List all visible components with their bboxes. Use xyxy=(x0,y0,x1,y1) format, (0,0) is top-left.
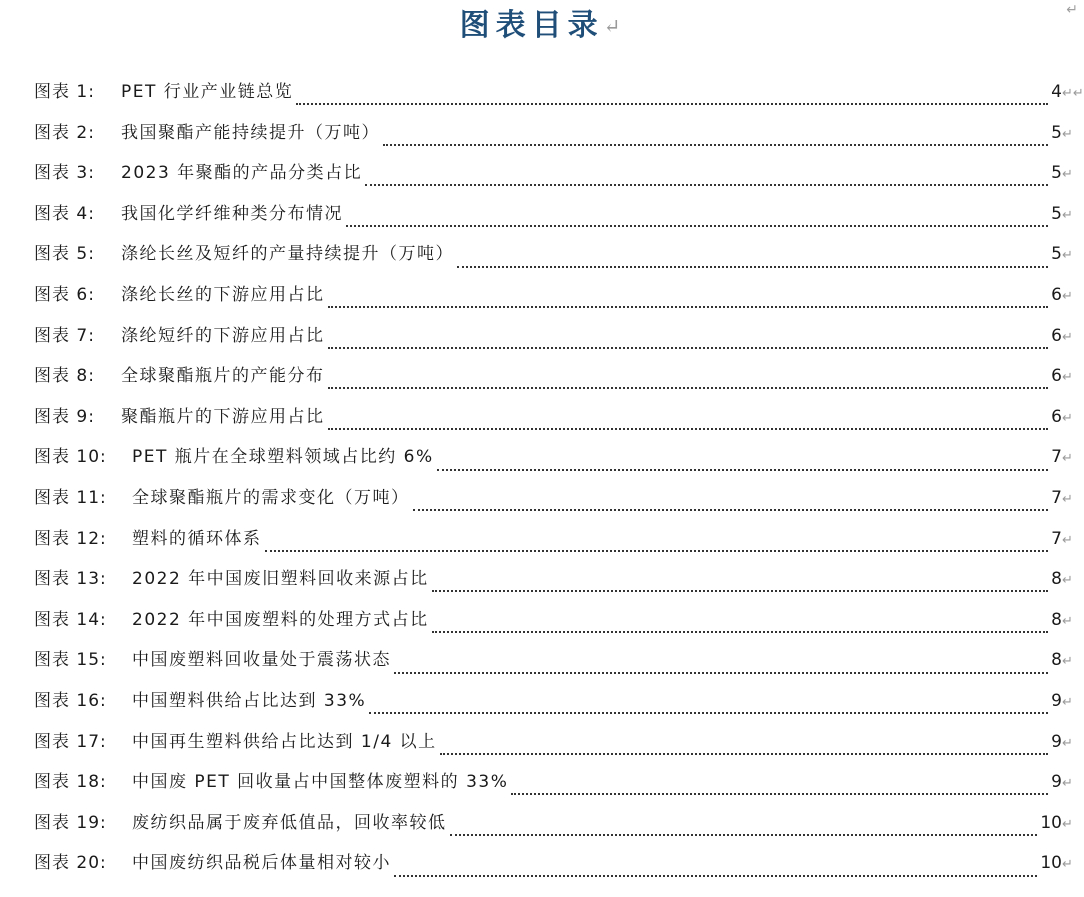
toc-entry-page: 8 xyxy=(1051,650,1062,671)
toc-entry-label: 图表 17: xyxy=(34,731,107,752)
toc-entry-title: 废纺织品属于废弃低值品，回收率较低 xyxy=(132,812,447,833)
paragraph-mark-icon: ↵ xyxy=(1062,167,1073,183)
toc-entry-page: 4 xyxy=(1051,82,1062,102)
toc-dot-leader xyxy=(346,225,1048,227)
paragraph-mark-icon: ↵ xyxy=(1062,532,1073,548)
toc-dot-leader xyxy=(296,103,1048,105)
paragraph-mark-icon: ↵ xyxy=(1062,126,1073,142)
paragraph-mark-icon: ↵ xyxy=(1062,816,1073,832)
toc-entry[interactable] xyxy=(34,240,1076,281)
toc-entry-page: 6 xyxy=(1051,366,1062,387)
toc-entry-page: 7 xyxy=(1051,528,1062,549)
paragraph-mark-icon: ↵ xyxy=(1062,288,1073,304)
toc-entry[interactable] xyxy=(34,565,1076,606)
paragraph-mark-icon: ↵ xyxy=(1062,654,1073,670)
paragraph-mark-icon: ↵ xyxy=(1062,613,1073,629)
toc-entry-label: 图表 12: xyxy=(34,528,107,549)
toc-entry-label: 图表 2: xyxy=(34,122,95,143)
toc-entry-page: 9 xyxy=(1051,690,1062,711)
toc-entry-label: 图表 1: xyxy=(34,82,95,102)
toc-entry[interactable] xyxy=(34,403,1076,444)
toc-entry-page: 9 xyxy=(1051,731,1062,752)
toc-entry[interactable] xyxy=(34,728,1076,769)
toc-entry[interactable] xyxy=(34,322,1076,363)
paragraph-mark-icon: ↵ xyxy=(1062,370,1073,386)
toc-entry-page: 5 xyxy=(1051,244,1062,265)
toc-entry-page: 6 xyxy=(1051,284,1062,305)
toc-dot-leader xyxy=(394,875,1037,877)
toc-dot-leader xyxy=(383,144,1048,146)
toc-dot-leader xyxy=(265,550,1049,552)
toc-entry[interactable] xyxy=(34,78,1084,119)
toc-dot-leader xyxy=(450,834,1038,836)
toc-entry-title: 全球聚酯瓶片的需求变化（万吨） xyxy=(132,487,410,508)
toc-entry-title: 中国废纺织品税后体量相对较小 xyxy=(132,853,391,874)
toc-entry-title: 聚酯瓶片的下游应用占比 xyxy=(121,406,325,427)
toc-dot-leader xyxy=(432,590,1049,592)
toc-dot-leader xyxy=(365,184,1048,186)
toc-entry-label: 图表 8: xyxy=(34,366,95,387)
title-text: 图表目录 xyxy=(459,8,604,43)
toc-entry-page: 5 xyxy=(1051,122,1062,143)
toc-dot-leader xyxy=(328,387,1049,389)
paragraph-mark-icon: ↵ xyxy=(1062,451,1073,467)
toc-entry-title: PET 瓶片在全球塑料领域占比约 6% xyxy=(132,447,434,468)
toc-entry-label: 图表 9: xyxy=(34,406,95,427)
toc-entry-label: 图表 16: xyxy=(34,690,107,711)
page-title xyxy=(0,6,1080,46)
paragraph-mark-icon: ↵ xyxy=(1062,735,1073,751)
toc-dot-leader xyxy=(437,469,1049,471)
toc-dot-leader xyxy=(440,753,1049,755)
toc-dot-leader xyxy=(413,509,1049,511)
toc-entry-title: 塑料的循环体系 xyxy=(132,528,262,549)
toc-entry-title: 涤纶长丝的下游应用占比 xyxy=(121,284,325,305)
toc-entry-title: 2022 年中国废塑料的处理方式占比 xyxy=(132,609,429,630)
toc-entry-label: 图表 4: xyxy=(34,203,95,224)
toc-entry-page: 6 xyxy=(1051,325,1062,346)
toc-entry[interactable] xyxy=(34,200,1076,241)
toc-dot-leader xyxy=(432,631,1049,633)
toc-entry-label: 图表 19: xyxy=(34,812,107,833)
toc-entry-label: 图表 11: xyxy=(34,487,107,508)
toc-entry-label: 图表 6: xyxy=(34,284,95,305)
paragraph-mark-icon: ↵ xyxy=(1062,491,1073,507)
toc-entry-label: 图表 10: xyxy=(34,447,107,468)
toc-entry-page: 6 xyxy=(1051,406,1062,427)
paragraph-mark-icon: ↵ xyxy=(1062,410,1073,426)
toc-entry-title: 中国废 PET 回收量占中国整体废塑料的 33% xyxy=(132,772,509,793)
toc-dot-leader xyxy=(328,347,1049,349)
toc-dot-leader xyxy=(511,793,1048,795)
toc-dot-leader xyxy=(394,672,1048,674)
toc-entry-page: 8 xyxy=(1051,609,1062,630)
toc-entry-page: 7 xyxy=(1051,447,1062,468)
toc-entry[interactable] xyxy=(34,119,1076,160)
toc-entry-label: 图表 3: xyxy=(34,163,95,184)
toc-dot-leader xyxy=(457,266,1048,268)
paragraph-mark-icon: ↵ xyxy=(1062,857,1073,873)
toc-entry-title: 我国聚酯产能持续提升（万吨） xyxy=(121,122,380,143)
toc-entry-title: 涤纶短纤的下游应用占比 xyxy=(121,325,325,346)
toc-entry-title: 中国再生塑料供给占比达到 1/4 以上 xyxy=(132,731,437,752)
toc-entry-page: 7 xyxy=(1051,487,1062,508)
toc-entry[interactable] xyxy=(34,362,1076,403)
toc-entry-label: 图表 20: xyxy=(34,853,107,874)
toc-entry-label: 图表 18: xyxy=(34,772,107,793)
toc-entry-title: 全球聚酯瓶片的产能分布 xyxy=(121,366,325,387)
toc-entry-title: 涤纶长丝及短纤的产量持续提升（万吨） xyxy=(121,244,454,265)
paragraph-mark-icon: ↵ xyxy=(603,14,621,38)
toc-entry-title: PET 行业产业链总览 xyxy=(121,82,294,102)
toc-entry-page: 8 xyxy=(1051,569,1062,590)
toc-entry-title: 中国塑料供给占比达到 33% xyxy=(132,690,367,711)
toc-entry-title: 2022 年中国废旧塑料回收来源占比 xyxy=(132,569,429,590)
toc-entry[interactable] xyxy=(34,849,1076,890)
paragraph-mark-icon: ↵ xyxy=(1062,248,1073,264)
paragraph-mark-icon: ↵ xyxy=(1062,207,1073,223)
toc-entry[interactable] xyxy=(34,443,1076,484)
corner-paragraph-mark-icon: ↵ xyxy=(1066,2,1078,18)
toc-entry-page: 10 xyxy=(1040,853,1062,874)
paragraph-mark-icon: ↵ xyxy=(1062,329,1073,345)
toc-entry[interactable] xyxy=(34,809,1076,850)
toc-entry-title: 我国化学纤维种类分布情况 xyxy=(121,203,343,224)
toc-entry-label: 图表 7: xyxy=(34,325,95,346)
paragraph-mark-icon: ↵↵ xyxy=(1062,86,1084,101)
toc-entry-title: 2023 年聚酯的产品分类占比 xyxy=(121,163,363,184)
toc-entry-page: 5 xyxy=(1051,163,1062,184)
toc-entry-label: 图表 5: xyxy=(34,244,95,265)
toc-dot-leader xyxy=(369,712,1048,714)
toc-entry-page: 9 xyxy=(1051,772,1062,793)
toc-dot-leader xyxy=(328,306,1049,308)
toc-entry[interactable] xyxy=(34,606,1076,647)
toc-entry[interactable] xyxy=(34,484,1076,525)
toc-entry[interactable] xyxy=(34,768,1076,809)
table-of-figures xyxy=(34,78,1084,890)
paragraph-mark-icon: ↵ xyxy=(1062,694,1073,710)
toc-entry[interactable] xyxy=(34,646,1076,687)
paragraph-mark-icon: ↵ xyxy=(1062,573,1073,589)
toc-entry[interactable] xyxy=(34,159,1076,200)
toc-entry-page: 10 xyxy=(1040,812,1062,833)
toc-entry-label: 图表 13: xyxy=(34,569,107,590)
toc-entry[interactable] xyxy=(34,525,1076,566)
toc-entry-page: 5 xyxy=(1051,203,1062,224)
toc-dot-leader xyxy=(328,428,1049,430)
toc-entry-title: 中国废塑料回收量处于震荡状态 xyxy=(132,650,391,671)
toc-entry[interactable] xyxy=(34,687,1076,728)
toc-entry[interactable] xyxy=(34,281,1076,322)
paragraph-mark-icon: ↵ xyxy=(1062,776,1073,792)
toc-entry-label: 图表 14: xyxy=(34,609,107,630)
toc-entry-label: 图表 15: xyxy=(34,650,107,671)
